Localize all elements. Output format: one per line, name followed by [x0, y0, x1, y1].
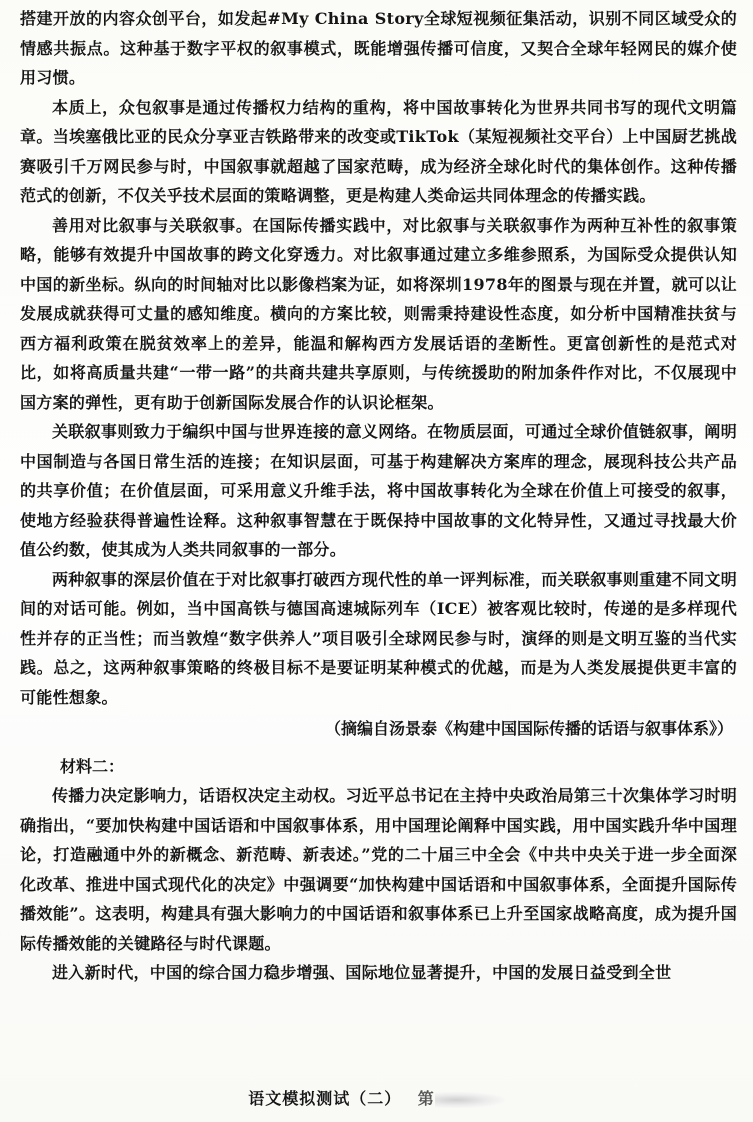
paragraph-material-two-intro: 传播力决定影响力，话语权决定主动权。习近平总书记在主持中央政治局第三十次集体学习时明确指出，“要加快构建中国话语和中国叙事体系，用中国理论阐释中国实践，用中国实践升华中国理论，打造融通中外的新概念、新范畴、新表述。”党的二十届三中全会《中共中央关于进一步全面深化改革、推进中国式现代化的决定》中强调要“加快构建中国话语和中国叙事体系，全面提升国际传播效能”。这表明，构建具有强大影响力的中国话语和叙事体系已上升至国家战略高度，成为提升国际传播效能的关键路径与时代课题。	[20, 786, 737, 953]
page-number-marker: 第	[417, 1089, 435, 1108]
scan-smudge	[435, 1092, 505, 1108]
source-citation: （摘编自汤景泰《构建中国国际传播的话语与叙事体系》）	[324, 719, 733, 738]
exam-title: 语文模拟测试（二）	[248, 1089, 402, 1108]
paragraph-crowdsourced-narrative: 本质上，众包叙事是通过传播权力结构的重构，将中国故事转化为世界共同书写的现代文明篇章。当埃塞俄比亚的民众分享亚吉铁路带来的改变或TikTok（某短视频社交平台）上中国厨艺挑战赛吸引千万网民参与时，中国叙事就超越了国家范畴，成为经济全球化时代的集体创作。这种传播范式的创新，不仅关乎技术层面的策略调整，更是构建人类命运共同体理念的传播实践。	[20, 97, 737, 205]
paragraph-contrast-narrative: 善用对比叙事与关联叙事。在国际传播实践中，对比叙事与关联叙事作为两种互补性的叙事策略，能够有效提升中国故事的跨文化穿透力。对比叙事通过建立多维参照系，为国际受众提供认知中国的新坐标。纵向的时间轴对比以影像档案为证，如将深圳1978年的图景与现在并置，就可以让发展成就获得可丈量的感知维度。横向的方案比较，则需秉持建设性态度，如分析中国精准扶贫与西方福利政策在脱贫效率上的差异，能温和解构西方发展话语的垄断性。更富创新性的是范式对比，如将高质量共建“一带一路”的共商共建共享原则，与传统援助的附加条件作对比，不仅展现中国方案的弹性，更有助于创新国际发展合作的认识论框架。	[20, 215, 737, 412]
paragraph-continuation: 搭建开放的内容众创平台，如发起#My China Story全球短视频征集活动，识别不同区域受众的情感共振点。这种基于数字平权的叙事模式，既能增强传播可信度，又契合全球年轻网民的媒介使用习惯。	[20, 9, 737, 87]
page-footer	[0, 1086, 753, 1109]
paragraph-material-two-new-era: 进入新时代，中国的综合国力稳步增强、国际地位显著提升，中国的发展日益受到全世	[52, 963, 672, 982]
paragraph-deep-value: 两种叙事的深层价值在于对比叙事打破西方现代性的单一评判标准，而关联叙事则重建不同文明间的对话可能。例如，当中国高铁与德国高速城际列车（ICE）被客观比较时，传递的是多样现代性并存的正当性；而当敦煌“数字供养人”项目吸引全球网民参与时，演绎的则是文明互鉴的当代实践。总之，这两种叙事策略的终极目标不是要证明某种模式的优越，而是为人类发展提供更丰富的可能性想象。	[20, 569, 737, 707]
paragraph-associative-narrative: 关联叙事则致力于编织中国与世界连接的意义网络。在物质层面，可通过全球价值链叙事，阐明中国制造与各国日常生活的连接；在知识层面，可基于构建解决方案库的理念，展现科技公共产品的共享价值；在价值层面，可采用意义升维手法，将中国故事转化为全球在价值上可接受的叙事，使地方经验获得普遍性诠释。这种叙事智慧在于既保持中国故事的文化特异性，又通过寻找最大价值公约数，使其成为人类共同叙事的一部分。	[20, 422, 737, 559]
material-two-heading: 材料二：	[60, 756, 125, 776]
